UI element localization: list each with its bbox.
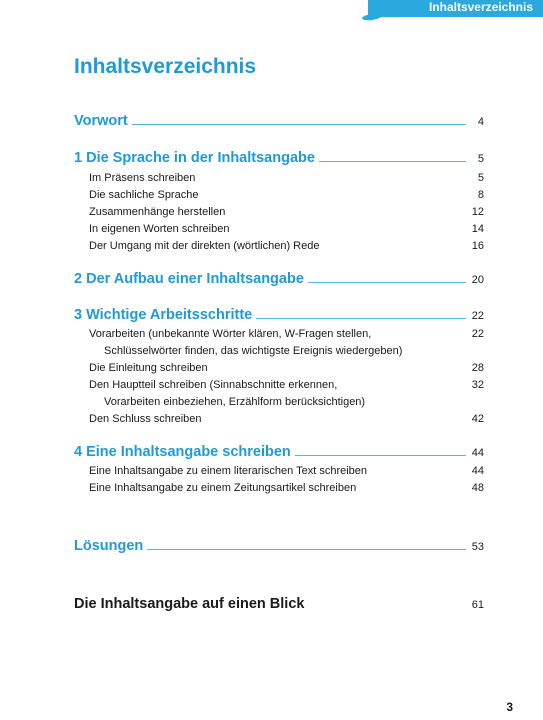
toc-page: 16: [471, 240, 484, 252]
toc-page: 44: [471, 447, 484, 459]
dot-leader: [295, 455, 466, 456]
toc-entry[interactable]: [74, 234, 484, 252]
toc-page: 44: [471, 465, 484, 477]
toc-page: 42: [471, 413, 484, 425]
toc-page: 61: [471, 599, 484, 611]
toc-entry-loesungen[interactable]: [74, 536, 484, 554]
toc-label: Eine Inhaltsangabe zu einem literarischen Text schreiben: [89, 465, 368, 477]
toc-label: Den Schluss schreiben: [89, 413, 202, 425]
toc-page: 12: [471, 206, 484, 218]
toc-page: 22: [471, 328, 484, 340]
toc-label: 3 Wichtige Arbeitsschritte: [74, 307, 253, 323]
toc-label: Schlüsselwörter finden, das wichtigste Ereignis wiedergeben): [104, 345, 403, 357]
toc-page: 22: [471, 310, 484, 322]
toc-entry[interactable]: [74, 476, 484, 494]
toc-label: 4 Eine Inhaltsangabe schreiben: [74, 444, 291, 460]
toc-entry[interactable]: [74, 373, 484, 391]
toc-label: Der Umgang mit der direkten (wörtlichen) Rede: [89, 240, 320, 252]
toc-page: 28: [471, 362, 484, 374]
toc-entry-section-4[interactable]: [74, 442, 484, 460]
toc-label: Die Inhaltsangabe auf einen Blick: [74, 596, 305, 612]
toc-label: Den Hauptteil schreiben (Sinnabschnitte erkennen,: [89, 379, 338, 391]
toc-label: In eigenen Worten schreiben: [89, 223, 230, 235]
toc-page: 5: [477, 153, 484, 165]
toc-entry-continued: [74, 339, 484, 357]
toc-label: Vorwort: [74, 113, 128, 129]
dot-leader: [319, 161, 466, 162]
toc-label: Lösungen: [74, 538, 144, 554]
toc-entry[interactable]: [74, 183, 484, 201]
toc-page: 32: [471, 379, 484, 391]
toc-label: Vorarbeiten (unbekannte Wörter klären, W-Fragen stellen,: [89, 328, 372, 340]
toc-entry-continued: [74, 390, 484, 408]
page-title: Inhaltsverzeichnis: [74, 55, 257, 78]
toc-entry[interactable]: [74, 217, 484, 235]
header-tab: Inhaltsverzeichnis: [368, 0, 543, 17]
toc-entry-vorwort[interactable]: [74, 111, 484, 129]
toc-entry[interactable]: [74, 166, 484, 184]
dot-leader: [256, 318, 466, 319]
dot-leader: [147, 549, 466, 550]
toc-label: Eine Inhaltsangabe zu einem Zeitungsartikel schreiben: [89, 482, 357, 494]
toc-label: 2 Der Aufbau einer Inhaltsangabe: [74, 271, 304, 287]
toc-page: 5: [477, 172, 484, 184]
toc-entry[interactable]: [74, 200, 484, 218]
toc-label: 1 Die Sprache in der Inhaltsangabe: [74, 150, 315, 166]
toc-page: 14: [471, 223, 484, 235]
toc-entry[interactable]: [74, 322, 484, 340]
toc-label: Vorarbeiten einbeziehen, Erzählform berücksichtigen): [104, 396, 366, 408]
toc-page: 20: [471, 274, 484, 286]
toc-entry[interactable]: [74, 407, 484, 425]
toc-entry-section-3[interactable]: [74, 305, 484, 323]
toc-page: 4: [477, 116, 484, 128]
toc-entry-section-1[interactable]: [74, 148, 484, 166]
toc-label: Zusammenhänge herstellen: [89, 206, 226, 218]
toc-label: Im Präsens schreiben: [89, 172, 196, 184]
toc-label: Die Einleitung schreiben: [89, 362, 208, 374]
toc-entry[interactable]: [74, 459, 484, 477]
page-number: 3: [506, 700, 513, 714]
toc-entry-auf-einen-blick[interactable]: [74, 594, 484, 612]
toc-page: 48: [471, 482, 484, 494]
toc-entry-section-2[interactable]: [74, 269, 484, 287]
toc-label: Die sachliche Sprache: [89, 189, 199, 201]
toc-page: 53: [471, 541, 484, 553]
dot-leader: [132, 124, 466, 125]
toc-entry[interactable]: [74, 356, 484, 374]
toc-page: 8: [477, 189, 484, 201]
dot-leader: [308, 282, 466, 283]
